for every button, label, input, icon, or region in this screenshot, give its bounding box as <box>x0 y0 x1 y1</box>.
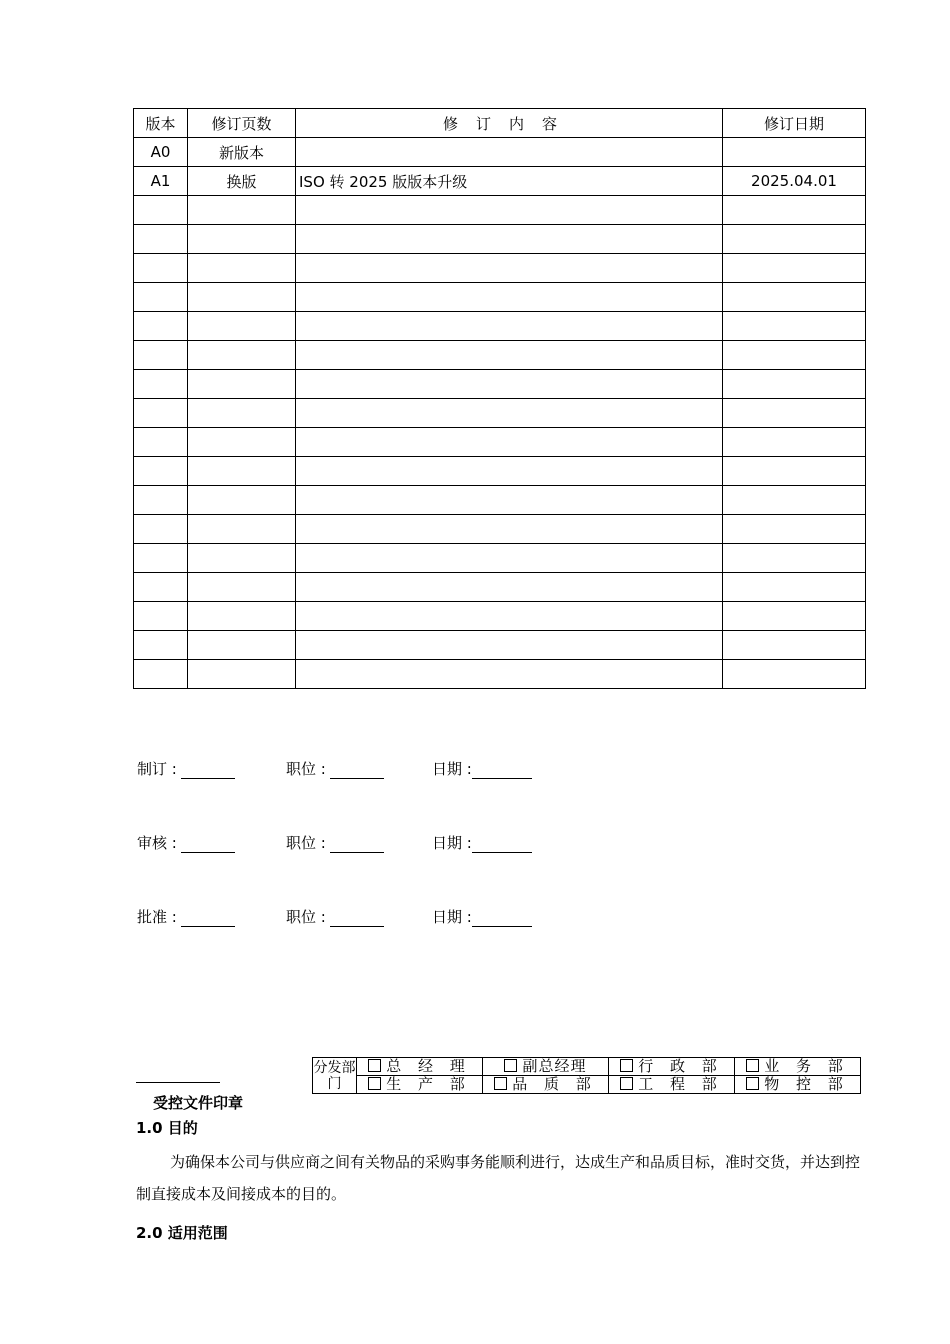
date-label: 日期 : <box>432 834 472 852</box>
checkbox-icon[interactable] <box>746 1059 759 1072</box>
header-pages: 修订页数 <box>188 109 296 138</box>
revision-table <box>133 108 866 689</box>
cell-version <box>134 341 188 370</box>
table-row <box>134 428 866 457</box>
signature-row-review <box>137 832 637 854</box>
cell-version <box>134 486 188 515</box>
cell-pages <box>188 544 296 573</box>
section-text-purpose: 为确保本公司与供应商之间有关物品的采购事务能顺利进行，达成生产和品质目标，准时交货，并达到控制直接成本及间接成本的目的。 <box>136 1153 861 1203</box>
prepared-by-label: 制订 : <box>137 760 177 778</box>
date-line[interactable] <box>472 763 532 779</box>
cell-date <box>723 196 866 225</box>
checkbox-icon[interactable] <box>504 1059 517 1072</box>
cell-version <box>134 254 188 283</box>
date-line[interactable] <box>472 911 532 927</box>
cell-content <box>296 254 723 283</box>
table-row <box>134 515 866 544</box>
table-row <box>134 370 866 399</box>
date-line[interactable] <box>472 837 532 853</box>
approved-by-line[interactable] <box>181 911 235 927</box>
cell-version <box>134 312 188 341</box>
table-row <box>134 602 866 631</box>
table-row <box>134 631 866 660</box>
cell-content <box>296 486 723 515</box>
checkbox-icon[interactable] <box>494 1077 507 1090</box>
table-row <box>134 341 866 370</box>
header-content: 修订内容 <box>296 109 723 138</box>
cell-pages <box>188 283 296 312</box>
table-row <box>134 225 866 254</box>
cell-content: ISO 转 2025 版版本升级 <box>296 167 723 196</box>
reviewed-by-label: 审核 : <box>137 834 177 852</box>
cell-date <box>723 428 866 457</box>
signature-row-approve <box>137 906 637 928</box>
dept-business[interactable]: 业 务 部 <box>735 1058 861 1076</box>
table-row <box>134 573 866 602</box>
cell-content <box>296 660 723 689</box>
cell-pages <box>188 457 296 486</box>
cell-content <box>296 138 723 167</box>
cell-version <box>134 399 188 428</box>
cell-version: A1 <box>134 167 188 196</box>
table-row <box>134 312 866 341</box>
cell-pages <box>188 312 296 341</box>
distribution-head: 分发部门 <box>313 1059 356 1092</box>
cell-pages <box>188 486 296 515</box>
cell-version <box>134 573 188 602</box>
cell-version <box>134 457 188 486</box>
section-heading-scope: 2.0 适用范围 <box>136 1224 228 1242</box>
signature-row-prepare <box>137 758 637 780</box>
date-label: 日期 : <box>432 760 472 778</box>
distribution-table <box>312 1057 861 1094</box>
table-row <box>134 544 866 573</box>
dept-deputy-general-manager[interactable]: 副总经理 <box>483 1058 609 1076</box>
cell-pages <box>188 399 296 428</box>
cell-date <box>723 544 866 573</box>
table-row <box>134 254 866 283</box>
cell-content <box>296 341 723 370</box>
cell-version <box>134 225 188 254</box>
table-row <box>134 486 866 515</box>
cell-content <box>296 631 723 660</box>
cell-pages <box>188 370 296 399</box>
cell-pages <box>188 660 296 689</box>
cell-version <box>134 428 188 457</box>
cell-date <box>723 225 866 254</box>
cell-version: A0 <box>134 138 188 167</box>
cell-pages <box>188 254 296 283</box>
header-date: 修订日期 <box>723 109 866 138</box>
cell-date: 2025.04.01 <box>723 167 866 196</box>
cell-content <box>296 399 723 428</box>
stamp-line <box>136 1082 220 1083</box>
table-row <box>134 283 866 312</box>
cell-date <box>723 631 866 660</box>
cell-date <box>723 660 866 689</box>
cell-date <box>723 399 866 428</box>
dept-material-control[interactable]: 物 控 部 <box>735 1076 861 1094</box>
cell-date <box>723 515 866 544</box>
cell-version <box>134 196 188 225</box>
table-row <box>134 660 866 689</box>
cell-content <box>296 602 723 631</box>
cell-date <box>723 573 866 602</box>
cell-content <box>296 428 723 457</box>
cell-content <box>296 515 723 544</box>
cell-date <box>723 254 866 283</box>
cell-content <box>296 283 723 312</box>
prepared-by-line[interactable] <box>181 763 235 779</box>
cell-date <box>723 283 866 312</box>
cell-version <box>134 283 188 312</box>
checkbox-icon[interactable] <box>368 1059 381 1072</box>
cell-content <box>296 544 723 573</box>
cell-content <box>296 573 723 602</box>
cell-date <box>723 138 866 167</box>
position-line[interactable] <box>330 763 384 779</box>
cell-content <box>296 312 723 341</box>
cell-version <box>134 544 188 573</box>
cell-pages: 换版 <box>188 167 296 196</box>
cell-date <box>723 457 866 486</box>
cell-pages <box>188 428 296 457</box>
cell-date <box>723 602 866 631</box>
table-row <box>134 196 866 225</box>
cell-version <box>134 515 188 544</box>
table-row <box>134 138 866 167</box>
cell-pages <box>188 196 296 225</box>
cell-pages <box>188 225 296 254</box>
revision-table-header <box>134 109 866 138</box>
position-line[interactable] <box>330 911 384 927</box>
cell-pages <box>188 341 296 370</box>
cell-date <box>723 312 866 341</box>
cell-content <box>296 196 723 225</box>
cell-version <box>134 370 188 399</box>
cell-pages <box>188 515 296 544</box>
cell-content <box>296 457 723 486</box>
cell-content <box>296 225 723 254</box>
table-row <box>134 167 866 196</box>
header-version: 版本 <box>134 109 188 138</box>
cell-pages <box>188 602 296 631</box>
dept-production[interactable]: 生 产 部 <box>357 1076 483 1094</box>
dept-quality[interactable]: 品 质 部 <box>483 1076 609 1094</box>
cell-pages <box>188 631 296 660</box>
checkbox-icon[interactable] <box>746 1077 759 1090</box>
date-label: 日期 : <box>432 908 472 926</box>
dept-general-manager[interactable]: 总 经 理 <box>357 1058 483 1076</box>
position-label: 职位 : <box>286 834 326 852</box>
cell-date <box>723 370 866 399</box>
cell-pages: 新版本 <box>188 138 296 167</box>
position-line[interactable] <box>330 837 384 853</box>
approved-by-label: 批准 : <box>137 908 177 926</box>
dept-administration[interactable]: 行 政 部 <box>609 1058 735 1076</box>
checkbox-icon[interactable] <box>368 1077 381 1090</box>
position-label: 职位 : <box>286 760 326 778</box>
reviewed-by-line[interactable] <box>181 837 235 853</box>
section-heading-purpose: 1.0 目的 <box>136 1119 198 1137</box>
cell-date <box>723 486 866 515</box>
table-row <box>134 399 866 428</box>
checkbox-icon[interactable] <box>620 1059 633 1072</box>
cell-version <box>134 660 188 689</box>
cell-version <box>134 631 188 660</box>
cell-pages <box>188 573 296 602</box>
table-row <box>134 457 866 486</box>
cell-version <box>134 602 188 631</box>
cell-date <box>723 341 866 370</box>
dept-engineering[interactable]: 工 程 部 <box>609 1076 735 1094</box>
checkbox-icon[interactable] <box>620 1077 633 1090</box>
controlled-document-stamp-label: 受控文件印章 <box>153 1094 244 1112</box>
cell-content <box>296 370 723 399</box>
position-label: 职位 : <box>286 908 326 926</box>
